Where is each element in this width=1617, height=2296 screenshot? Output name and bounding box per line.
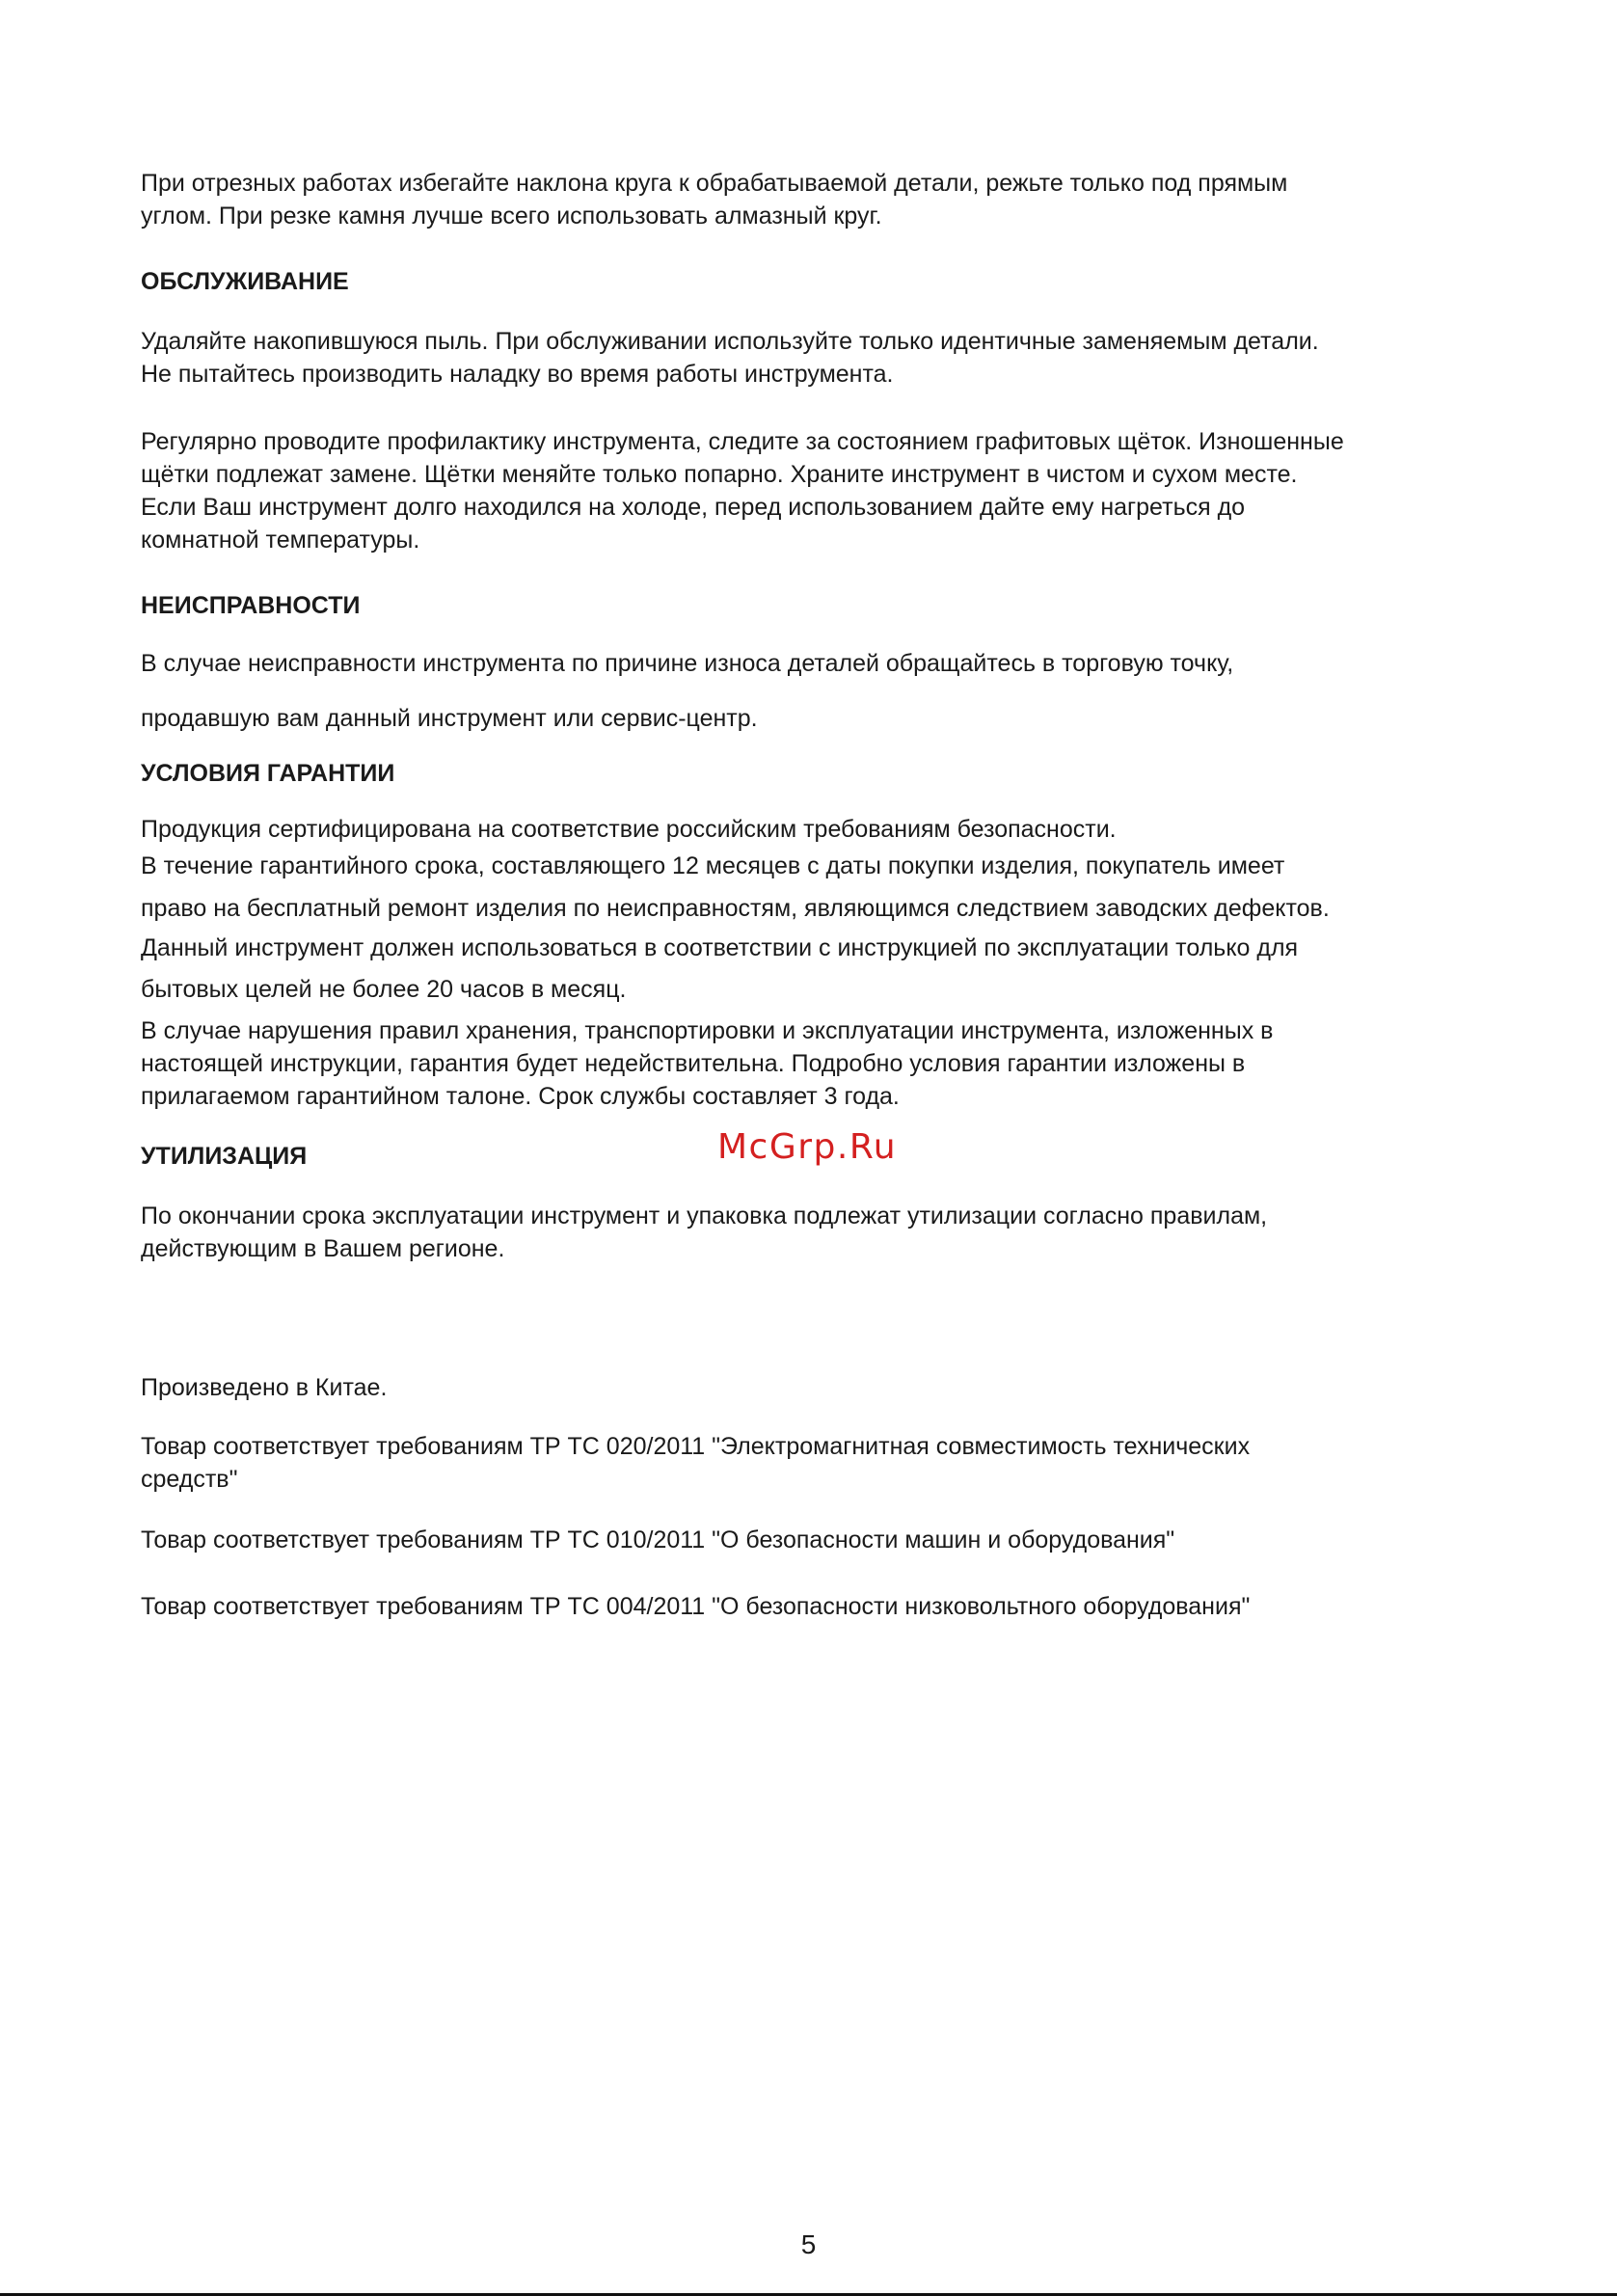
mcgrp-watermark: McGrp.Ru [717, 1127, 898, 1167]
faults-line-1: В случае неисправности инструмента по причине износа деталей обращайтесь в торговую точку, [141, 650, 1234, 677]
origin-text: Произведено в Китае. [141, 1374, 388, 1401]
maintenance-p1-line-1: Удаляйте накопившуюся пыль. При обслуживании используйте только идентичные заменяемым детали. [141, 328, 1319, 355]
compliance-emc-line-1: Товар соответствует требованиям ТР ТС 020/2011 "Электромагнитная совместимость технических [141, 1433, 1251, 1460]
maintenance-heading: ОБСЛУЖИВАНИЕ [141, 268, 349, 295]
compliance-machinery: Товар соответствует требованиям ТР ТС 010/2011 "О безопасности машин и оборудования" [141, 1526, 1175, 1553]
warranty-line-6: В случае нарушения правил хранения, транспортировки и эксплуатации инструмента, изложенных в [141, 1017, 1274, 1044]
warranty-heading: УСЛОВИЯ ГАРАНТИИ [141, 760, 395, 787]
compliance-emc-line-2: средств" [141, 1466, 238, 1493]
faults-line-2: продавшую вам данный инструмент или сервис-центр. [141, 705, 758, 732]
compliance-low-voltage: Товар соответствует требованиям ТР ТС 004/2011 "О безопасности низковольтного оборудования" [141, 1593, 1251, 1620]
disposal-line-2: действующим в Вашем регионе. [141, 1235, 505, 1262]
page-number: 5 [800, 2229, 817, 2259]
faults-heading: НЕИСПРАВНОСТИ [141, 592, 361, 619]
warranty-line-4: Данный инструмент должен использоваться в соответствии с инструкцией по эксплуатации только для [141, 934, 1299, 961]
maintenance-p2-line-2: щётки подлежат замене. Щётки меняйте только попарно. Храните инструмент в чистом и сухом месте. [141, 461, 1298, 488]
disposal-heading: УТИЛИЗАЦИЯ [141, 1143, 308, 1170]
warranty-line-7: настоящей инструкции, гарантия будет недействительна. Подробно условия гарантии изложены в [141, 1050, 1246, 1077]
disposal-line-1: По окончании срока эксплуатации инструмент и упаковка подлежат утилизации согласно правилам, [141, 1202, 1268, 1229]
warranty-line-8: прилагаемом гарантийном талоне. Срок службы составляет 3 года. [141, 1083, 900, 1110]
warranty-line-5: бытовых целей не более 20 часов в месяц. [141, 976, 627, 1003]
warranty-line-2: В течение гарантийного срока, составляющего 12 месяцев с даты покупки изделия, покупатель имеет [141, 852, 1285, 879]
warranty-line-1: Продукция сертифицирована на соответствие российским требованиям безопасности. [141, 816, 1117, 843]
maintenance-p2-line-3: Если Ваш инструмент долго находился на холоде, перед использованием дайте ему нагреться до [141, 494, 1246, 521]
maintenance-p2-line-4: комнатной температуры. [141, 527, 420, 554]
maintenance-p2-line-1: Регулярно проводите профилактику инструмента, следите за состоянием графитовых щёток. Изношенные [141, 428, 1344, 455]
warranty-line-3: право на бесплатный ремонт изделия по неисправностям, являющимся следствием заводских дефектов. [141, 895, 1330, 922]
maintenance-p1-line-2: Не пытайтесь производить наладку во время работы инструмента. [141, 361, 894, 388]
cutting-text-line-2: углом. При резке камня лучше всего использовать алмазный круг. [141, 203, 882, 230]
cutting-text-line-1: При отрезных работах избегайте наклона круга к обрабатываемой детали, режьте только под прямым [141, 170, 1288, 197]
